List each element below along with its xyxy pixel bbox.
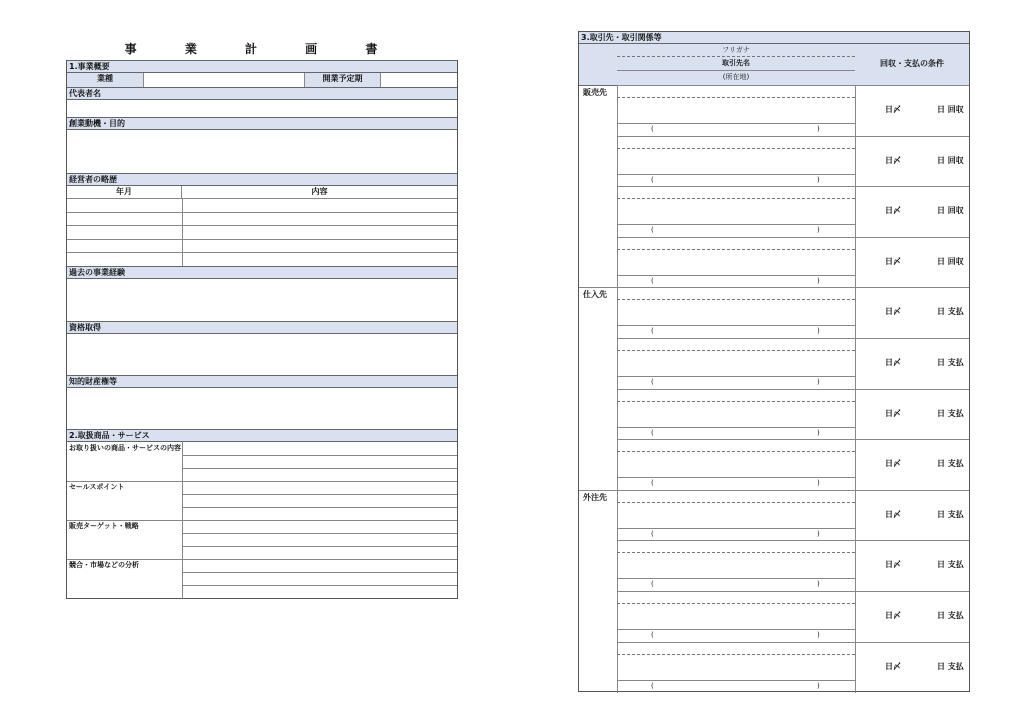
industry-label: 業種 bbox=[67, 73, 144, 87]
closing-day-label: 日〆 bbox=[885, 307, 901, 317]
closing-day-label: 日〆 bbox=[885, 408, 901, 418]
closing-day-label: 日〆 bbox=[885, 105, 901, 114]
section-2-header: 2.取扱商品・サービス bbox=[67, 429, 457, 442]
sales-point-label: セールスポイント bbox=[69, 483, 125, 491]
address-open-paren: ( bbox=[651, 327, 654, 336]
career-date-col: 年月 bbox=[67, 186, 182, 199]
address-close-paren: ) bbox=[817, 580, 820, 589]
address-open-paren: ( bbox=[651, 681, 654, 690]
address-open-paren: ( bbox=[651, 529, 654, 538]
closing-day-label: 日〆 bbox=[885, 611, 901, 620]
page-title: 事 業 計 画 書 bbox=[124, 42, 400, 56]
payment-term-label: 日 回収 bbox=[937, 206, 964, 216]
opening-date-field[interactable] bbox=[381, 73, 457, 87]
address-close-paren: ) bbox=[817, 479, 820, 488]
address-open-paren: ( bbox=[651, 479, 654, 488]
career-content-col: 内容 bbox=[182, 186, 457, 199]
address-open-paren: ( bbox=[651, 175, 654, 184]
address-close-paren: ) bbox=[817, 631, 820, 639]
section-3-header: 3.取引先・取引関係等 bbox=[579, 32, 969, 44]
address-close-paren: ) bbox=[817, 529, 820, 538]
payment-term-label: 日 回収 bbox=[937, 256, 964, 266]
payment-term-label: 日 支払 bbox=[937, 611, 964, 620]
closing-day-label: 日〆 bbox=[885, 560, 901, 570]
target-strategy-label: 販売ターゲット・戦略 bbox=[69, 522, 139, 530]
ip-field[interactable] bbox=[67, 388, 457, 429]
experience-field[interactable] bbox=[67, 279, 457, 321]
payment-term-label: 日 回収 bbox=[937, 105, 964, 114]
payment-term-label: 日 支払 bbox=[937, 408, 964, 418]
experience-header: 過去の事業経験 bbox=[67, 266, 457, 279]
closing-day-label: 日〆 bbox=[885, 206, 901, 216]
industry-field[interactable] bbox=[144, 73, 304, 87]
closing-day-label: 日〆 bbox=[885, 661, 901, 671]
closing-day-label: 日〆 bbox=[885, 509, 901, 519]
address-close-paren: ) bbox=[817, 378, 820, 386]
motive-header: 創業動機・目的 bbox=[67, 117, 457, 130]
section-1-header: 1.事業概要 bbox=[67, 60, 457, 73]
opening-date-label: 開業予定期 bbox=[304, 73, 381, 87]
business-overview-form bbox=[66, 60, 458, 599]
payment-term-label: 日 支払 bbox=[937, 560, 964, 570]
address-close-paren: ) bbox=[817, 226, 820, 235]
representative-field[interactable] bbox=[67, 100, 457, 117]
terms-col: 回収・支払の条件 bbox=[880, 59, 944, 68]
business-partners-form bbox=[578, 31, 970, 692]
address-open-paren: ( bbox=[651, 428, 654, 437]
address-open-paren: ( bbox=[651, 276, 654, 285]
ip-header: 知的財産権等 bbox=[67, 375, 457, 388]
address-close-paren: ) bbox=[817, 428, 820, 437]
payment-term-label: 日 支払 bbox=[937, 459, 964, 469]
closing-day-label: 日〆 bbox=[885, 459, 901, 469]
qualification-header: 資格取得 bbox=[67, 321, 457, 334]
career-header: 経営者の略歴 bbox=[67, 173, 457, 186]
address-open-paren: ( bbox=[651, 226, 654, 235]
address-open-paren: ( bbox=[651, 125, 654, 133]
competition-label: 競合・市場などの分析 bbox=[69, 561, 139, 569]
address-close-paren: ) bbox=[817, 175, 820, 184]
payment-term-label: 日 支払 bbox=[937, 509, 964, 519]
category-label: 販売先 bbox=[583, 88, 607, 97]
qualification-field[interactable] bbox=[67, 334, 457, 375]
payment-term-label: 日 支払 bbox=[937, 358, 964, 367]
address-col: (所在地) bbox=[722, 73, 750, 81]
address-open-paren: ( bbox=[651, 378, 654, 386]
address-close-paren: ) bbox=[817, 327, 820, 336]
representative-header: 代表者名 bbox=[67, 87, 457, 100]
category-label: 外注先 bbox=[583, 492, 607, 502]
address-close-paren: ) bbox=[817, 276, 820, 285]
payment-term-label: 日 回収 bbox=[937, 155, 964, 165]
address-open-paren: ( bbox=[651, 580, 654, 589]
career-table[interactable] bbox=[67, 199, 457, 266]
partner-name-col: 取引先名 bbox=[722, 59, 750, 67]
payment-term-label: 日 支払 bbox=[937, 307, 964, 317]
product-content-label: お取り扱いの商品・サービスの内容 bbox=[69, 444, 181, 452]
closing-day-label: 日〆 bbox=[885, 155, 901, 165]
closing-day-label: 日〆 bbox=[885, 358, 901, 367]
furigana-col: フリガナ bbox=[722, 46, 750, 54]
address-close-paren: ) bbox=[817, 125, 820, 133]
address-open-paren: ( bbox=[651, 631, 654, 639]
category-label: 仕入先 bbox=[583, 290, 607, 300]
motive-field[interactable] bbox=[67, 130, 457, 173]
closing-day-label: 日〆 bbox=[885, 256, 901, 266]
payment-term-label: 日 支払 bbox=[937, 661, 964, 671]
address-close-paren: ) bbox=[817, 681, 820, 690]
